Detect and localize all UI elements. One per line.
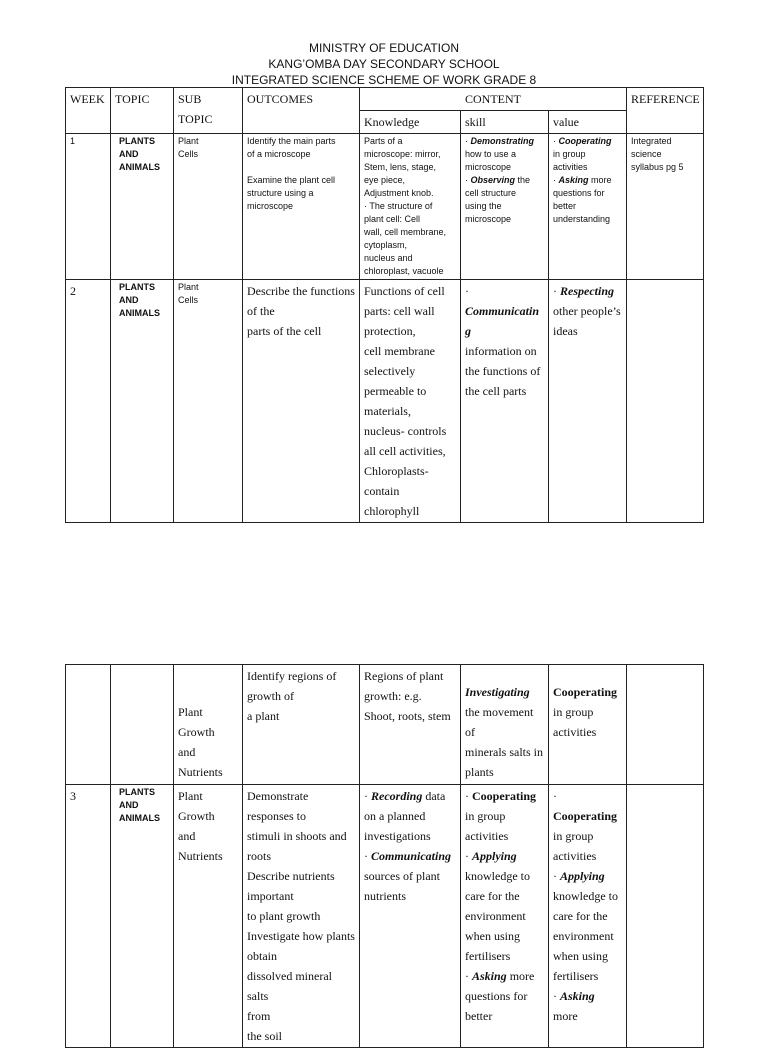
- outcomes-cell: Identify regions of growth of a plant: [243, 665, 360, 785]
- header-content: CONTENT: [360, 88, 627, 111]
- header-value: value: [549, 111, 627, 134]
- table-row: [66, 280, 704, 523]
- outcomes-cell: Describe the functions of the parts of the cell: [243, 280, 360, 523]
- reference-cell: [627, 785, 704, 1048]
- reference-cell: [627, 665, 704, 785]
- week-cell: 1: [66, 134, 111, 280]
- reference-cell: Integrated science syllabus pg 5: [627, 134, 704, 280]
- week-cell: 3: [66, 785, 111, 1048]
- table-row: [66, 134, 704, 280]
- outcomes-cell: Identify the main parts of a microscope Examine the plant cell structure using a microscope: [243, 134, 360, 280]
- value-cell: · Cooperating in group activities · Asking more questions for better understanding: [549, 134, 627, 280]
- header-topic: TOPIC: [111, 88, 174, 134]
- header-skill: skill: [461, 111, 549, 134]
- value-cell: Cooperating in group activities: [549, 665, 627, 785]
- header-knowledge: Knowledge: [360, 111, 461, 134]
- topic-cell: PLANTS AND ANIMALS: [111, 785, 174, 1048]
- header-week: WEEK: [66, 88, 111, 134]
- scheme-table-top: [65, 87, 704, 523]
- ministry-title: MINISTRY OF EDUCATION: [308, 41, 459, 55]
- value-cell: · Respecting other people’s ideas: [549, 280, 627, 523]
- reference-cell: [627, 280, 704, 523]
- scheme-table-bottom: [65, 664, 704, 1048]
- skill-cell: · Demonstrating how to use a microscope · Observing the cell structure using the microscope: [461, 134, 549, 280]
- subtopic-cell: Plant Growth and Nutrients: [174, 785, 243, 1048]
- outcomes-cell: Demonstrate responses to stimuli in shoots and roots Describe nutrients important to plant growth Investigate how plants obtain dissolved mineral salts from the soil: [243, 785, 360, 1048]
- week-cell: [66, 665, 111, 785]
- document-header: [0, 40, 768, 88]
- header-subtopic: SUB TOPIC: [174, 88, 243, 134]
- header-outcomes: OUTCOMES: [243, 88, 360, 134]
- scheme-title: INTEGRATED SCIENCE SCHEME OF WORK GRADE 8: [231, 73, 537, 87]
- subtopic-cell: Plant Cells: [174, 280, 243, 523]
- subtopic-cell: Plant Cells: [174, 134, 243, 280]
- topic-cell: PLANTS AND ANIMALS: [111, 134, 174, 280]
- knowledge-cell: Regions of plant growth: e.g. Shoot, roots, stem: [360, 665, 461, 785]
- table-row: [66, 665, 704, 785]
- skill-cell: · Cooperating in group activities · Applying knowledge to care for the environment when using fertilisers · Asking more questions for better: [461, 785, 549, 1048]
- skill-cell: Investigating the movement of minerals salts in plants: [461, 665, 549, 785]
- knowledge-cell: Parts of a microscope: mirror, Stem, lens, stage, eye piece, Adjustment knob. · The structure of plant cell: Cell wall, cell membrane, cytoplasm, nucleus and chloroplast, vacuole: [360, 134, 461, 280]
- table-row: [66, 785, 704, 1048]
- week-cell: 2: [66, 280, 111, 523]
- subtopic-cell: Plant Growth and Nutrients: [174, 665, 243, 785]
- knowledge-cell: · Recording data on a planned investigations · Communicating sources of plant nutrients: [360, 785, 461, 1048]
- skill-cell: · Communicatin g information on the functions of the cell parts: [461, 280, 549, 523]
- header-reference: REFERENCE: [627, 88, 704, 134]
- topic-cell: [111, 665, 174, 785]
- school-name: KANG’OMBA DAY SECONDARY SCHOOL: [268, 57, 500, 71]
- knowledge-cell: Functions of cell parts: cell wall protection, cell membrane selectively permeable to materials, nucleus- controls all cell activities, Chloroplasts- contain chlorophyll: [360, 280, 461, 523]
- value-cell: · Cooperating in group activities · Applying knowledge to care for the environment when using fertilisers · Asking more: [549, 785, 627, 1048]
- topic-cell: PLANTS AND ANIMALS: [111, 280, 174, 523]
